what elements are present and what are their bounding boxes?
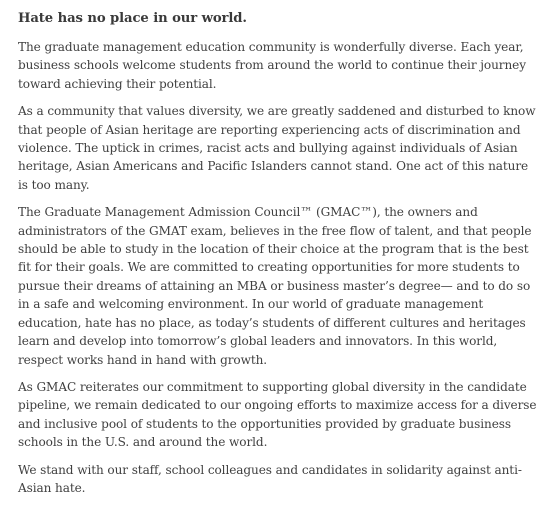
paragraph-intro: The graduate management education community is wonderfully diverse. Each year, business schools welcome students from around the world to continue their journey toward achieving their potential. (18, 40, 526, 91)
paragraph-global-diversity: As GMAC reiterates our commitment to supporting global diversity in the candidate pipeline, we remain dedicated to our ongoing efforts to maximize access for a diverse and inclusive pool of students to the opportunities provided by graduate business schools in the U.S. and around the world. (18, 379, 537, 450)
paragraph-discrimination: As a community that values diversity, we are greatly saddened and disturbed to know that people of Asian heritage are reporting experiencing acts of discrimination and violence. The uptick in crimes, racist acts and bullying against individuals of Asian heritage, Asian Americans and Pacific Islanders cannot stand. One act of this nature is too many. (18, 104, 536, 192)
paragraph-solidarity: We stand with our staff, school colleagues and candidates in solidarity against anti-Asian hate. (18, 462, 522, 495)
article-heading: Hate has no place in our world. (18, 11, 247, 26)
statement-article (18, 9, 540, 506)
paragraph-gmac-commitment: The Graduate Management Admission Council™ (GMAC™), the owners and administrators of the GMAT exam, believes in the free flow of talent, and that people should be able to study in the location of their choice at the program that is the best fit for their goals. We are committed to creating opportunities for more students to pursue their dreams of attaining an MBA or business master’s degree— and to do so in a safe and welcoming environment. In our world of graduate management education, hate has no place, as today’s students of different cultures and heritages learn and develop into tomorrow’s global leaders and innovators. In this world, respect works hand in hand with growth. (18, 205, 532, 367)
